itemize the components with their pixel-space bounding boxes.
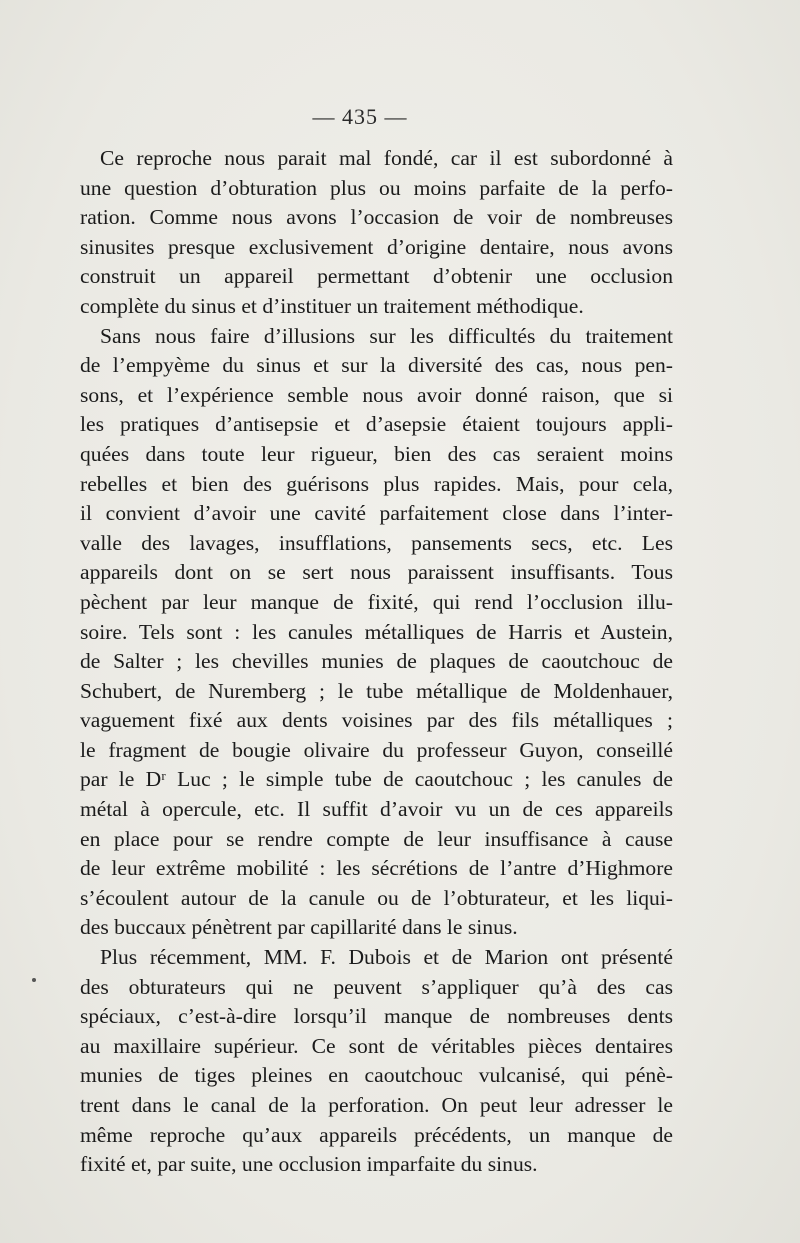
- text-line: Sans nous faire d’illusions sur les difficultés du traitement: [100, 323, 673, 348]
- text-line: les pratiques d’antisepsie et d’asepsie étaient toujours appli-: [80, 412, 673, 437]
- text-line: spéciaux, c’est-à-dire lorsqu’il manque de nombreuses dents: [80, 1004, 673, 1029]
- text-line: soire. Tels sont : les canules métalliques de Harris et Austein,: [80, 619, 673, 644]
- text-line: en place pour se rendre compte de leur insuffisance à cause: [80, 826, 673, 851]
- text-line: ration. Comme nous avons l’occasion de voir de nombreuses: [80, 205, 673, 230]
- text-line: valle des lavages, insufflations, pansements secs, etc. Les: [80, 530, 673, 555]
- text-line: Plus récemment, MM. F. Dubois et de Marion ont présenté: [100, 945, 673, 970]
- text-line: de leur extrême mobilité : les sécrétions de l’antre d’Highmore: [80, 856, 673, 881]
- text-line: trent dans le canal de la perforation. On peut leur adresser le: [80, 1093, 673, 1117]
- text-line: par le Dʳ Luc ; le simple tube de caoutchouc ; les canules de: [80, 767, 673, 792]
- text-line: de l’empyème du sinus et sur la diversité des cas, nous pen-: [80, 353, 673, 378]
- text-line: quées dans toute leur rigueur, bien des cas seraient moins: [80, 441, 673, 466]
- text-line: des buccaux pénètrent par capillarité dans le sinus.: [80, 915, 518, 940]
- text-line: Schubert, de Nuremberg ; le tube métallique de Moldenhauer,: [80, 678, 673, 703]
- text-line: construit un appareil permettant d’obtenir une occlusion: [80, 264, 673, 289]
- text-line: il convient d’avoir une cavité parfaitement close dans l’inter-: [80, 501, 673, 526]
- paragraph-3: [80, 943, 673, 1180]
- text-line: des obturateurs qui ne peuvent s’appliquer qu’à des cas: [80, 974, 673, 999]
- text-line: s’écoulent autour de la canule ou de l’obturateur, et les liqui-: [80, 885, 673, 910]
- paragraph-2: [80, 322, 673, 943]
- text-line: une question d’obturation plus ou moins parfaite de la perfo-: [80, 175, 673, 200]
- ink-speck: [32, 978, 36, 982]
- text-line: métal à opercule, etc. Il suffit d’avoir vu un de ces appareils: [80, 797, 673, 822]
- text-line: appareils dont on se sert nous paraissent insuffisants. Tous: [80, 560, 673, 585]
- text-line: le fragment de bougie olivaire du professeur Guyon, conseillé: [80, 737, 673, 762]
- body-text: [80, 144, 673, 1180]
- text-line: fixité et, par suite, une occlusion imparfaite du sinus.: [80, 1152, 538, 1177]
- text-line: munies de tiges pleines en caoutchouc vulcanisé, qui pénè-: [80, 1063, 673, 1088]
- text-line: vaguement fixé aux dents voisines par des fils métalliques ;: [80, 708, 673, 733]
- text-line: au maxillaire supérieur. Ce sont de véritables pièces dentaires: [80, 1033, 673, 1058]
- text-line: de Salter ; les chevilles munies de plaques de caoutchouc de: [80, 649, 673, 674]
- text-line: rebelles et bien des guérisons plus rapides. Mais, pour cela,: [80, 471, 673, 496]
- text-line: Ce reproche nous parait mal fondé, car il est subordonné à: [100, 146, 673, 170]
- text-line: sinusites presque exclusivement d’origine dentaire, nous avons: [80, 234, 673, 259]
- paragraph-1: [80, 144, 673, 322]
- page-number: — 435 —: [312, 104, 408, 129]
- text-line: même reproche qu’aux appareils précédents, un manque de: [80, 1122, 673, 1147]
- text-line: complète du sinus et d’instituer un traitement méthodique.: [80, 293, 584, 318]
- text-line: sons, et l’expérience semble nous avoir donné raison, que si: [80, 382, 673, 407]
- text-line: pèchent par leur manque de fixité, qui rend l’occlusion illu-: [80, 589, 673, 614]
